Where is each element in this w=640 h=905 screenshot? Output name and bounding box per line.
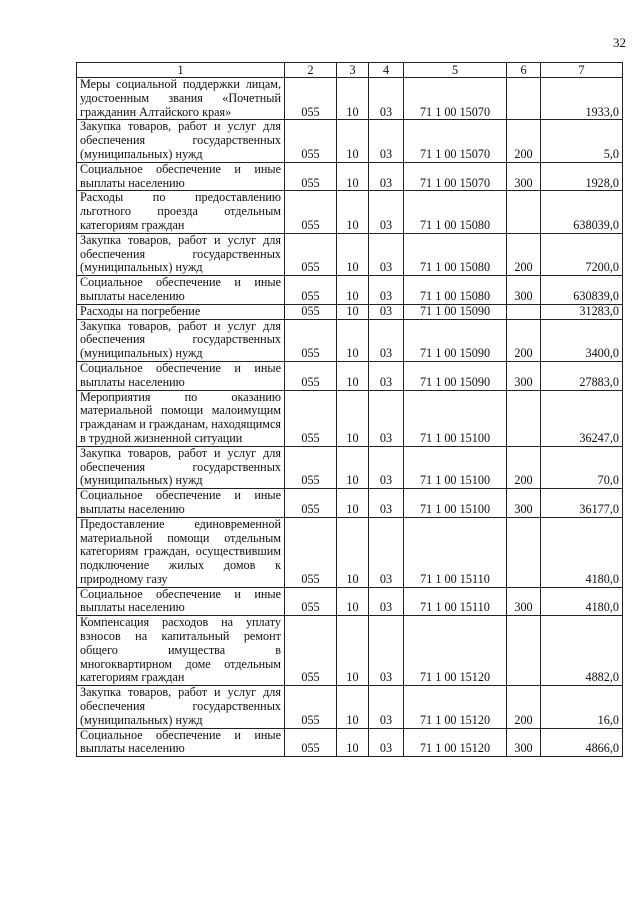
table-row xyxy=(77,233,623,275)
row-subsection: 03 xyxy=(369,162,404,191)
row-subsection: 03 xyxy=(369,233,404,275)
row-amount: 70,0 xyxy=(541,446,623,488)
row-section: 10 xyxy=(337,446,369,488)
table-row xyxy=(77,120,623,162)
row-amount: 4866,0 xyxy=(541,728,623,757)
header-col-5: 5 xyxy=(404,63,507,78)
row-target-code: 71 1 00 15080 xyxy=(404,233,507,275)
row-name: Расходы по предоставлению льготного проезда отдельным категориям граждан xyxy=(77,191,285,233)
row-section: 10 xyxy=(337,162,369,191)
row-expense-type: 200 xyxy=(507,233,541,275)
row-name: Социальное обеспечение и иные выплаты населению xyxy=(77,587,285,616)
row-amount: 3400,0 xyxy=(541,319,623,361)
row-name: Закупка товаров, работ и услуг для обеспечения государственных (муниципальных) нужд xyxy=(77,233,285,275)
row-expense-type: 300 xyxy=(507,162,541,191)
row-target-code: 71 1 00 15120 xyxy=(404,728,507,757)
row-expense-type xyxy=(507,616,541,686)
row-subsection: 03 xyxy=(369,728,404,757)
table-row xyxy=(77,162,623,191)
row-expense-type: 300 xyxy=(507,276,541,305)
row-code: 055 xyxy=(285,517,337,587)
row-subsection: 03 xyxy=(369,616,404,686)
row-target-code: 71 1 00 15120 xyxy=(404,686,507,728)
row-expense-type: 300 xyxy=(507,361,541,390)
row-subsection: 03 xyxy=(369,191,404,233)
row-code: 055 xyxy=(285,319,337,361)
row-amount: 1933,0 xyxy=(541,78,623,120)
row-amount: 31283,0 xyxy=(541,304,623,319)
row-name: Социальное обеспечение и иные выплаты населению xyxy=(77,162,285,191)
row-section: 10 xyxy=(337,276,369,305)
row-amount: 36177,0 xyxy=(541,489,623,518)
row-section: 10 xyxy=(337,319,369,361)
row-expense-type xyxy=(507,517,541,587)
row-section: 10 xyxy=(337,616,369,686)
row-code: 055 xyxy=(285,686,337,728)
row-expense-type: 200 xyxy=(507,446,541,488)
row-subsection: 03 xyxy=(369,319,404,361)
row-subsection: 03 xyxy=(369,276,404,305)
table-row xyxy=(77,276,623,305)
table-row xyxy=(77,686,623,728)
row-expense-type xyxy=(507,78,541,120)
row-name: Социальное обеспечение и иные выплаты населению xyxy=(77,728,285,757)
header-col-7: 7 xyxy=(541,63,623,78)
row-section: 10 xyxy=(337,517,369,587)
row-target-code: 71 1 00 15110 xyxy=(404,587,507,616)
table-row xyxy=(77,319,623,361)
row-code: 055 xyxy=(285,446,337,488)
table-row xyxy=(77,616,623,686)
row-target-code: 71 1 00 15070 xyxy=(404,120,507,162)
row-expense-type: 200 xyxy=(507,686,541,728)
row-subsection: 03 xyxy=(369,587,404,616)
row-target-code: 71 1 00 15100 xyxy=(404,489,507,518)
row-target-code: 71 1 00 15120 xyxy=(404,616,507,686)
row-section: 10 xyxy=(337,390,369,446)
row-section: 10 xyxy=(337,587,369,616)
row-amount: 638039,0 xyxy=(541,191,623,233)
row-target-code: 71 1 00 15100 xyxy=(404,390,507,446)
row-expense-type: 300 xyxy=(507,489,541,518)
row-section: 10 xyxy=(337,78,369,120)
row-section: 10 xyxy=(337,191,369,233)
row-amount: 4180,0 xyxy=(541,517,623,587)
row-name: Мероприятия по оказанию материальной помощи малоимущим гражданам и гражданам, находящимся в трудной жизненной ситуации xyxy=(77,390,285,446)
row-code: 055 xyxy=(285,233,337,275)
row-subsection: 03 xyxy=(369,361,404,390)
row-subsection: 03 xyxy=(369,686,404,728)
row-amount: 7200,0 xyxy=(541,233,623,275)
row-amount: 4882,0 xyxy=(541,616,623,686)
budget-table xyxy=(76,62,623,757)
row-subsection: 03 xyxy=(369,446,404,488)
table-row xyxy=(77,304,623,319)
row-expense-type xyxy=(507,390,541,446)
row-code: 055 xyxy=(285,78,337,120)
row-amount: 630839,0 xyxy=(541,276,623,305)
row-section: 10 xyxy=(337,120,369,162)
row-target-code: 71 1 00 15100 xyxy=(404,446,507,488)
row-name: Расходы на погребение xyxy=(77,304,285,319)
header-col-3: 3 xyxy=(337,63,369,78)
row-name: Социальное обеспечение и иные выплаты населению xyxy=(77,276,285,305)
table-row xyxy=(77,361,623,390)
row-code: 055 xyxy=(285,191,337,233)
row-code: 055 xyxy=(285,587,337,616)
table-header-row xyxy=(77,63,623,78)
table-row xyxy=(77,390,623,446)
row-expense-type: 300 xyxy=(507,728,541,757)
row-section: 10 xyxy=(337,686,369,728)
table-row xyxy=(77,78,623,120)
row-target-code: 71 1 00 15090 xyxy=(404,361,507,390)
row-amount: 1928,0 xyxy=(541,162,623,191)
row-code: 055 xyxy=(285,390,337,446)
row-code: 055 xyxy=(285,361,337,390)
row-expense-type: 200 xyxy=(507,319,541,361)
row-subsection: 03 xyxy=(369,517,404,587)
table-row xyxy=(77,728,623,757)
header-col-6: 6 xyxy=(507,63,541,78)
table-row xyxy=(77,587,623,616)
row-subsection: 03 xyxy=(369,390,404,446)
table-row xyxy=(77,517,623,587)
row-code: 055 xyxy=(285,304,337,319)
row-name: Социальное обеспечение и иные выплаты населению xyxy=(77,489,285,518)
row-name: Предоставление единовременной материальной помощи отдельным категориям граждан, осуществившим подключение жилых домов к природному газу xyxy=(77,517,285,587)
table-row xyxy=(77,446,623,488)
table-row xyxy=(77,191,623,233)
row-name: Закупка товаров, работ и услуг для обеспечения государственных (муниципальных) нужд xyxy=(77,686,285,728)
row-expense-type: 200 xyxy=(507,120,541,162)
row-target-code: 71 1 00 15110 xyxy=(404,517,507,587)
row-subsection: 03 xyxy=(369,78,404,120)
header-col-2: 2 xyxy=(285,63,337,78)
row-amount: 5,0 xyxy=(541,120,623,162)
row-target-code: 71 1 00 15070 xyxy=(404,78,507,120)
row-amount: 4180,0 xyxy=(541,587,623,616)
row-amount: 27883,0 xyxy=(541,361,623,390)
row-name: Меры социальной поддержки лицам, удостоенным звания «Почетный гражданин Алтайского края» xyxy=(77,78,285,120)
row-target-code: 71 1 00 15090 xyxy=(404,304,507,319)
row-code: 055 xyxy=(285,616,337,686)
row-code: 055 xyxy=(285,162,337,191)
row-expense-type: 300 xyxy=(507,587,541,616)
row-section: 10 xyxy=(337,304,369,319)
header-col-4: 4 xyxy=(369,63,404,78)
row-target-code: 71 1 00 15080 xyxy=(404,276,507,305)
row-amount: 36247,0 xyxy=(541,390,623,446)
row-code: 055 xyxy=(285,120,337,162)
row-target-code: 71 1 00 15090 xyxy=(404,319,507,361)
row-section: 10 xyxy=(337,728,369,757)
table-row xyxy=(77,489,623,518)
row-code: 055 xyxy=(285,489,337,518)
row-name: Закупка товаров, работ и услуг для обеспечения государственных (муниципальных) нужд xyxy=(77,446,285,488)
row-name: Компенсация расходов на уплату взносов на капитальный ремонт общего имущества в многоквартирном доме отдельным категориям граждан xyxy=(77,616,285,686)
header-col-1: 1 xyxy=(77,63,285,78)
row-code: 055 xyxy=(285,276,337,305)
row-expense-type xyxy=(507,191,541,233)
row-subsection: 03 xyxy=(369,120,404,162)
row-name: Закупка товаров, работ и услуг для обеспечения государственных (муниципальных) нужд xyxy=(77,319,285,361)
row-name: Закупка товаров, работ и услуг для обеспечения государственных (муниципальных) нужд xyxy=(77,120,285,162)
page-number: 32 xyxy=(613,35,626,50)
row-subsection: 03 xyxy=(369,304,404,319)
row-section: 10 xyxy=(337,489,369,518)
row-amount: 16,0 xyxy=(541,686,623,728)
row-code: 055 xyxy=(285,728,337,757)
row-subsection: 03 xyxy=(369,489,404,518)
row-target-code: 71 1 00 15070 xyxy=(404,162,507,191)
row-expense-type xyxy=(507,304,541,319)
row-target-code: 71 1 00 15080 xyxy=(404,191,507,233)
row-section: 10 xyxy=(337,361,369,390)
row-name: Социальное обеспечение и иные выплаты населению xyxy=(77,361,285,390)
row-section: 10 xyxy=(337,233,369,275)
